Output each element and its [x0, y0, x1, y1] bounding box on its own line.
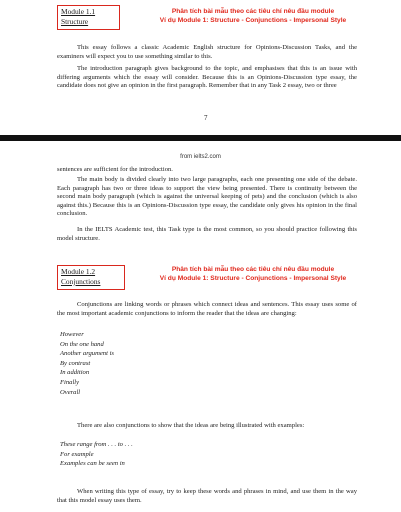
module-title: Module 1.1 [61, 7, 96, 16]
note-line-1: Phân tích bài mẫu theo các tiêu chí nêu đầu module [171, 266, 335, 273]
list-item: By contrast [60, 359, 91, 367]
list-item: For example [60, 450, 94, 458]
list-item: Another argument is [60, 350, 114, 358]
paragraph: sentences are sufficient for the introduction. [57, 166, 173, 173]
module-subtitle: Structure [61, 16, 89, 26]
list-item: On the one hand [60, 340, 104, 348]
module-note [128, 8, 378, 25]
list-item: Finally [60, 378, 80, 386]
module-title: Module 1.2 [61, 267, 96, 276]
source-label: from ielts2.com [180, 154, 221, 160]
list-item: These range from . . . to . . . [60, 441, 133, 448]
example-list [60, 440, 133, 469]
page-number: 7 [204, 114, 208, 122]
module-heading-1-2 [57, 265, 125, 290]
list-item: However [60, 331, 84, 338]
note-line-2: Ví dụ Module 1: Structure - Conjunctions - Impersonal Style [159, 16, 347, 24]
note-line-2: Ví dụ Module 1: Structure - Conjunctions - Impersonal Style [159, 274, 347, 282]
module-heading-1-1 [57, 5, 120, 30]
paragraph: The introduction paragraph gives background to the topic, and emphasises that this is an issue with differing arguments which the essay will consider. Because this is an Opinions-Discussion type essay, the candidate does not give an opinion in the first paragraph. Remember that in any Task 2 essay, two or three [57, 65, 357, 90]
paragraph: The main body is divided clearly into two large paragraphs, each one presenting one side of the debate. Each paragraph has two or three ideas to support the view being presented. There is continuity between the second main body paragraph (which is against the universal keeping of pets) and the conclusion (which is also against this.) Because this is an Opinions-Discussion type essay, the candidate only gives his opinion in the final conclusion. [57, 176, 357, 218]
list-item: Overall [60, 388, 81, 396]
paragraph: When writing this type of essay, try to keep these words and phrases in mind, and use them in the way that this model essay uses them. [57, 488, 357, 504]
list-item: In addition [60, 369, 90, 377]
list-item: Examples can be seen in [60, 460, 125, 468]
paragraph: Conjunctions are linking words or phrases which connect ideas and sentences. This essay uses some of the most important academic conjunctions to inform the reader that the ideas are changing: [57, 301, 357, 317]
paragraph: There are also conjunctions to show that the ideas are being illustrated with examples: [77, 422, 305, 429]
note-line-1: Phân tích bài mẫu theo các tiêu chí nêu đầu module [171, 8, 335, 15]
module-subtitle: Conjunctions [61, 276, 101, 286]
paragraph: In the IELTS Academic test, this Task type is the most common, so you should practice following this model structure. [57, 226, 357, 242]
module-note [128, 266, 378, 283]
paragraph: This essay follows a classic Academic English structure for Opinions-Discussion Tasks, and the examiners will expect you to use something similar to this. [57, 44, 357, 60]
conjunction-list [60, 330, 114, 397]
